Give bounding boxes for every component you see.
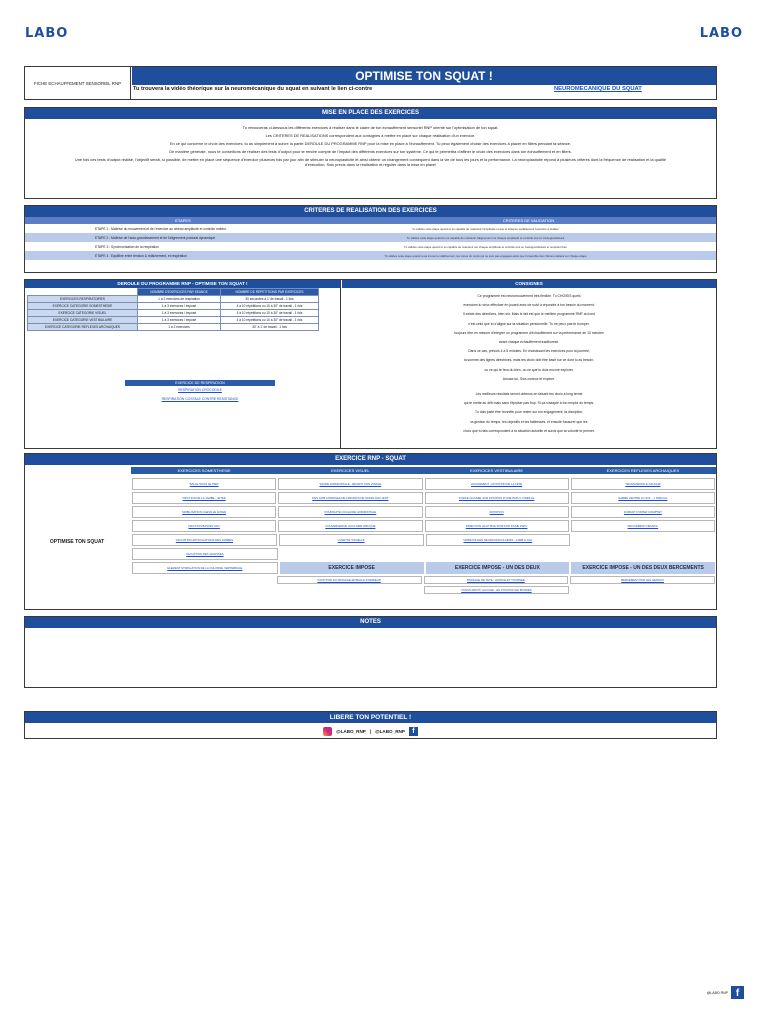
criteres-row (25, 233, 716, 242)
exercise-cell[interactable]: SAMBE VENTRE AU SOL - 1 SPECIAL (571, 492, 715, 504)
mise-title: MISE EN PLACE DES EXERCICES (25, 108, 716, 119)
exercise-cell[interactable]: MOBILISATION CHEVILLE & PIED (132, 506, 276, 518)
etape-text: ETAPE 4 : Equilibre entre tension & relâchement, et respiration (95, 253, 187, 258)
instagram-handle[interactable]: @LABO_RNP (336, 728, 366, 734)
consigne-line: Amuse-toi. Sois curieux et explore. (502, 376, 556, 381)
exercise-cell[interactable]: VACUATION DES GRAISSES (132, 548, 278, 560)
exercise-cell (571, 586, 715, 594)
criteres-header (25, 217, 716, 224)
criteres-title: CRITERES DE REALISATION DES EXERCICES (25, 206, 716, 217)
etapes-header: ETAPES (175, 218, 191, 223)
consigne-line: Tu dois juste être honnête pour rester sur ton engagement, ta discipline, (474, 410, 584, 415)
consigne-line: exercices tu veux effectuer en jouant avec de suivi à répondre à ton besoin du moment. (463, 303, 595, 308)
notes-title: NOTES (25, 617, 716, 628)
exercise-cell[interactable]: DIRECTION HAUT BAS POSITION D'UNE PAPU (425, 520, 569, 532)
col-vestibulaire: EXERCICES VESTIBULAIRE (470, 468, 524, 473)
consignes-title: CONSIGNES (342, 280, 716, 288)
impose-header: EXERCICE IMPOSE (280, 562, 424, 574)
mise-p5: Une fois ces tests d'output réalisé, l'objectif serait, si possible, de mettre en place une séquence d'exercice plusieurs fois par jour afin de stimuler la neuroplasticité et ainsi obtenir un changement conséquent dans la vie de tous les jours et la performance. La neuroplasticité répond à plusieurs critères dont la fréquence de réalisation et la qualité d'exécution. Sois précis dans la réalisation et régulier dans la mise en place! (74, 157, 667, 167)
respiration-crocodile-link[interactable]: RESPIRATION CROCODILE (178, 388, 222, 392)
consigne-line: qui te mette au défi mais sans t'épuiser pas trop. Si ça s'adapte à ton emploi du temps. (463, 401, 595, 406)
blank-header (28, 289, 138, 296)
exercise-cell[interactable]: TONUS DROIT/ GAUCHE - EN POSITION DE BONNES (424, 586, 570, 594)
labo-logo-right: LABO (699, 26, 743, 41)
etape-text: ETAPE 3 : Synchronisation de la respiration (95, 244, 159, 249)
row-label: EXERCICE CATEGORIE VESTIBULAIRE (28, 317, 138, 324)
consigne-line: Ce programme est neuromouvement très flexible. Tu CHOISIS quels (477, 294, 581, 298)
header-box (24, 66, 717, 100)
consigne-line: ta gestion du temps, tes objectifs et tes faiblesses, et ensuite t'assurer que les (470, 419, 588, 424)
rnp-columns-header (131, 467, 716, 474)
etape-text: ETAPE 1 : Maîtrise du mouvement et de l'exercice au niveau amplitude et contrôle moteur (95, 226, 227, 231)
facebook-icon[interactable]: f (731, 986, 744, 999)
criteres-row (25, 251, 716, 260)
consigne-line: la somme des lignes directrices, mais tes choix doit être basé sur ce dont tu as besoin, (463, 358, 595, 363)
table-row (28, 303, 319, 310)
consigne-line: Il existe des directives, bien sûr. Mais le fait est que le meilleur programme RNP au fond (462, 312, 596, 317)
table-row (28, 310, 319, 317)
consigne-line: ou ce qui te fera du bien, ou ce que tu dois encore explorer. (484, 367, 574, 372)
exercise-cell (426, 548, 570, 560)
row-n: 1 à 3 exercices / imposé (138, 303, 221, 310)
mise-p3: En ce qui concerne le choix des exercices, tu as simplement à suivre la partie DEROULE DU PROGRAMME RNP pour la mise en place à l'échauffement. Tu peux également choisir des exercices à placer en fillers pendant ta séance. (169, 141, 572, 146)
row-n: 1 à 2 exercices (138, 324, 221, 331)
footer-section (24, 711, 717, 739)
exercise-cell (132, 586, 276, 594)
rnp-grid (131, 477, 716, 595)
criteres-section (24, 205, 717, 273)
exercise-cell[interactable]: TRANSVERSALE GAUCHE (571, 478, 715, 490)
consigne-line: Dans ce cas, prévois 4 à 5 minutes. En choisissant les exercices pour la journée, (468, 349, 590, 354)
consigne-line: choix que tu fais correspondent à ta situation actuelle et suivis que ta volonté te permet. (463, 428, 595, 433)
neuromecanique-link[interactable]: NEUROMECANIQUE DU SQUAT (554, 86, 642, 92)
exercise-cell (278, 586, 422, 594)
consigne-line: c'est celui que tu s'aligne sur ta situation personnelle. Tu ne peux pas te tromper. (468, 321, 590, 326)
deroule-title: DEROULE DU PROGRAMME RNP - OPTIMISE TON SQUAT ! (25, 280, 340, 288)
exercise-cell[interactable]: POURSUITE OCULAIRE HORIZONTALE (278, 506, 422, 518)
exercise-cell[interactable]: SAUDE HORIZONTALE - DEVANT SON VISAGE (278, 478, 422, 490)
exercise-row (131, 547, 716, 561)
instagram-icon[interactable] (323, 727, 332, 736)
validation-text: Tu valides cette étape quand tu es capable de maintenir l'amplitude et que tu intègres parfaitement l'exercice à réaliser (412, 226, 559, 231)
col-nb-exercices: NOMBRE D'EXERCICES PAR SEANCE (138, 289, 221, 296)
row-reps: 30 secondes à 1' de travail - 1 fois (221, 296, 319, 303)
impose-header: EXERCICE IMPOSE - UN DES DEUX (426, 562, 570, 574)
exercise-cell[interactable]: ELEMENT STIMULATION DE LA COLONNE VERTEBRALE (132, 562, 278, 574)
respiration-block (125, 380, 275, 404)
exercise-cell[interactable]: LUNETTE VISUELLE (279, 534, 424, 546)
row-reps: 4 à 10 répétitions ou 10 à 30" de travail - 1 fois (221, 310, 319, 317)
exercise-row (131, 519, 716, 533)
exercise-row (131, 491, 716, 505)
exercise-cell (572, 534, 715, 546)
exercise-cell[interactable]: MOBILITE DES NEUROVASCULAIRES - JAMB & JGU (426, 534, 571, 546)
impose-header: EXERCICE IMPOSE - UN DES DEUX BERCEMENTS (571, 562, 715, 574)
exercise-cell[interactable]: FRICTION DE LA JAMBE - JETEE (132, 492, 276, 504)
corner-social (707, 986, 744, 999)
exercise-cell[interactable]: FORCE GLISSEE SUR POSITION D'UNE PAPU L'OREILLE (425, 492, 569, 504)
exercise-cell[interactable]: PASSAGE DE TETE - AVANCE ET TOURNEE (424, 576, 569, 584)
mise-p1: Tu retrouveras ci-dessous les différents exercices à réaliser dans le cadre de ton échauffement sensoriel RNP orienté sur l'optimisation de ton squat. (242, 125, 499, 130)
row-n: 1 à 3 exercices / imposé (138, 310, 221, 317)
exercise-cell (132, 576, 275, 584)
notes-area[interactable] (25, 628, 716, 688)
rnp-title: EXERCICE RNP - SQUAT (25, 454, 716, 465)
validation-text: Tu valides cette étape quand tu es capable de maintenir sur chaque amplitude et contrôle tout en t'autograndissant et respirant bien (404, 244, 567, 249)
row-n: 1 à 3 exercices / imposé (138, 317, 221, 324)
row-label: EXERCICE CATEGORIE SOMESTHESIE (28, 303, 138, 310)
col-visuel: EXERCICES VISUEL (331, 468, 370, 473)
programme-section (24, 279, 717, 449)
consigne-line: avant chaque échauffement traditionnel. (498, 340, 560, 345)
exercise-cell[interactable]: HOCHEMENT - ROTATION DE LA TETE (425, 478, 569, 490)
exercice-rnp-section (24, 453, 717, 610)
validation-header: CRITERES DE VALIDATION (502, 218, 555, 223)
mise-p4: De manière générale, nous te conseillons de réaliser des tests d'output pour te rendre compte de l'impact des différents exercices sur ton système. Ce qui te permettra d'affiner le choix des exercices dans ton échauffement et en fillers. (169, 149, 572, 154)
deroule-panel (25, 280, 341, 448)
exercise-row (131, 477, 716, 491)
optimise-squat-label: OPTIMISE TON SQUAT (49, 539, 105, 545)
footer-title: LIBERE TON POTENTIEL ! (25, 712, 716, 723)
exercise-row (131, 585, 716, 595)
corner-handle: @LABO RNP (706, 990, 728, 995)
exercise-row (131, 533, 716, 547)
facebook-icon[interactable]: f (409, 727, 418, 736)
separator: | (369, 728, 372, 734)
consigne-line: Les meilleurs résultats seront obtenus en faisant tes choix à long terme (475, 392, 583, 397)
table-row (28, 296, 319, 303)
deroule-table (27, 288, 319, 331)
mise-en-place-section (24, 107, 717, 199)
page-title: OPTIMISE TON SQUAT ! (132, 67, 716, 85)
row-reps: 4 à 10 répétitions ou 10 à 30" de travail - 1 fois (221, 303, 319, 310)
exercise-cell[interactable]: MOUVEMENT NEUROL (571, 520, 715, 532)
exercise-row (131, 505, 716, 519)
criteres-row (25, 224, 716, 233)
notes-section (24, 616, 717, 688)
exercise-cell[interactable]: CONVERGENCE OCULAIRE OBLIQUE (278, 520, 422, 532)
table-row (28, 324, 319, 331)
mise-p2: Les CRITERES DE REALISATIONS correspondent aux consignes à mettre en place sur chaque réalisation d'un exercice. (265, 133, 476, 138)
respiration-costale-link[interactable]: RESPIRATION COSTALE CONTRE RESISTANCE (161, 397, 239, 401)
row-reps: 30" à 1' de travail - 1 fois (221, 324, 319, 331)
validation-text: Tu valides cette étape quand tu es capable de maintenir l'alignement sur chaque amplitude et contrôle tout en t'autograndissant (406, 235, 565, 240)
labo-logo: LABO (25, 26, 69, 41)
criteres-row (25, 242, 716, 251)
row-label: EXERCICES RESPIRATOIRES (28, 296, 138, 303)
row-label: EXERCICE CATEGORIE VISUEL (28, 310, 138, 317)
exercise-cell (280, 548, 424, 560)
consigne-line: toujours être en mesure d'intégrer un programme d'échauffement sur ta performance de 10 minutes (454, 330, 604, 335)
fiche-label: FICHE ECHAUFFEMENT SENSORIEL RNP (25, 67, 131, 100)
col-somesthesie: EXERCICES SOMESTHESIE (177, 468, 231, 473)
exercise-cell[interactable]: DES GOB CORRIGES DE FRIGIDOS DE SKINFLOW LIENT (278, 492, 422, 504)
consignes-text (342, 288, 716, 436)
exercise-cell[interactable]: FORFAIT D'INTER COMPTET (571, 506, 715, 518)
exercise-row (131, 561, 716, 575)
exercise-cell[interactable]: VACUATION ARTICULATIONS DES JAMBES (132, 534, 277, 546)
exercise-cell[interactable]: FONCTION DU PASSAGE EN BALLE INTERIEUR (277, 576, 422, 584)
etape-text: ETAPE 2 : Maîtrise de l'auto-grandissement et de l'alignement postural dynamique (95, 235, 216, 240)
exercise-cell[interactable]: FRICTION BASSIN/ ASC (132, 520, 276, 532)
col-reflexes: EXERCICES REFLEXES ARCHAIQUES (606, 468, 680, 473)
row-n: 1 à 2 exercices de respiration (138, 296, 221, 303)
consignes-panel (342, 280, 716, 448)
row-reps: 4 à 10 répétitions ou 10 à 30" de travail - 1 fois (221, 317, 319, 324)
respiration-title: EXERCICE DE RESPIRATION (125, 380, 275, 386)
facebook-handle[interactable]: @LABO_RNP (375, 728, 405, 734)
row-label: EXERCICE CATEGORIE REFLEXES ARCHAIQUES (28, 324, 138, 331)
validation-text: Tu valides cette étape quand tu as trouvé le relâchement, les zones du corps qui ne sont pas engagées ainsi que l'ensemble des critères réalisés sur chaque étape (384, 253, 587, 258)
col-nb-repetitions: NOMBRE DE REPETITIONS PAR EXERCICES (221, 289, 319, 296)
exercise-cell[interactable]: BALLE SOUS LE PIED (132, 478, 276, 490)
table-row (28, 317, 319, 324)
exercise-cell (571, 548, 715, 560)
social-links (25, 723, 716, 739)
video-instruction: Tu trouvera la vidéo théorique sur la neuromécanique du squat en suivant le lien ci-contre (133, 86, 373, 92)
exercise-cell[interactable]: BERCEMENT PAR LES GENOUX (570, 576, 715, 584)
exercise-cell[interactable]: ROTATION (425, 506, 569, 518)
exercise-row (131, 575, 716, 585)
